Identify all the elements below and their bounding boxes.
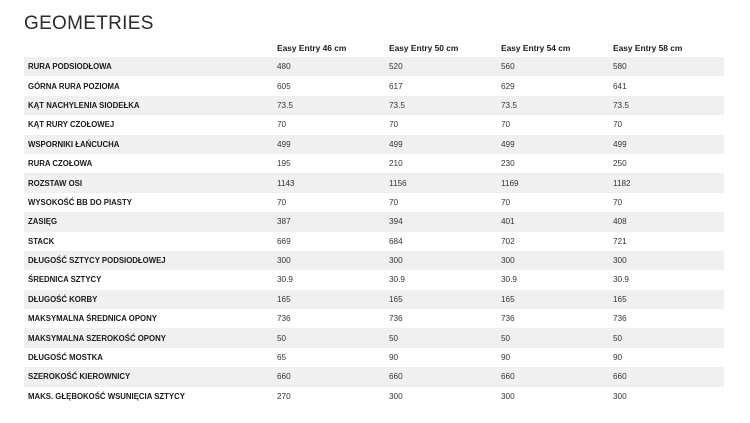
table-cell: 73.5 xyxy=(389,96,501,115)
table-row xyxy=(24,367,724,386)
row-label: GÓRNA RURA POZIOMA xyxy=(24,76,277,95)
row-label: WYSOKOŚĆ BB DO PIASTY xyxy=(24,193,277,212)
table-cell: 50 xyxy=(613,328,724,347)
table-row xyxy=(24,173,724,192)
table-cell: 1182 xyxy=(613,173,724,192)
column-header-size: Easy Entry 50 cm xyxy=(389,43,459,53)
column-header-label xyxy=(24,39,277,57)
table-cell: 30.9 xyxy=(501,270,613,289)
table-cell: 560 xyxy=(501,57,613,76)
table-row xyxy=(24,193,724,212)
table-cell: 165 xyxy=(277,290,389,309)
column-header-size: Easy Entry 46 cm xyxy=(277,43,347,53)
table-cell: 70 xyxy=(613,193,724,212)
table-cell: 736 xyxy=(501,309,613,328)
table-row xyxy=(24,115,724,134)
table-cell: 90 xyxy=(501,348,613,367)
table-row xyxy=(24,96,724,115)
table-cell: 70 xyxy=(277,115,389,134)
row-label: RURA PODSIODŁOWA xyxy=(24,57,277,76)
table-cell: 300 xyxy=(613,387,724,406)
table-cell: 73.5 xyxy=(613,96,724,115)
table-cell: 70 xyxy=(277,193,389,212)
table-cell: 629 xyxy=(501,76,613,95)
table-cell: 721 xyxy=(613,232,724,251)
row-label: WSPORNIKI ŁAŃCUCHA xyxy=(24,135,277,154)
table-row xyxy=(24,251,724,270)
table-cell: 641 xyxy=(613,76,724,95)
table-cell: 70 xyxy=(613,115,724,134)
table-cell: 73.5 xyxy=(501,96,613,115)
table-cell: 408 xyxy=(613,212,724,231)
table-cell: 660 xyxy=(501,367,613,386)
table-cell: 1169 xyxy=(501,173,613,192)
table-cell: 70 xyxy=(501,193,613,212)
table-cell: 736 xyxy=(389,309,501,328)
table-cell: 660 xyxy=(389,367,501,386)
table-cell: 165 xyxy=(501,290,613,309)
column-header-size: Easy Entry 58 cm xyxy=(613,43,683,53)
table-cell: 660 xyxy=(277,367,389,386)
row-label: ŚREDNICA SZTYCY xyxy=(24,270,277,289)
table-cell: 70 xyxy=(501,115,613,134)
table-cell: 230 xyxy=(501,154,613,173)
table-cell: 617 xyxy=(389,76,501,95)
table-cell: 300 xyxy=(501,387,613,406)
table-cell: 499 xyxy=(389,135,501,154)
table-cell: 300 xyxy=(277,251,389,270)
row-label: DŁUGOŚĆ KORBY xyxy=(24,290,277,309)
table-cell: 270 xyxy=(277,387,389,406)
row-label: RURA CZOŁOWA xyxy=(24,154,277,173)
table-body xyxy=(24,57,724,406)
table-row xyxy=(24,76,724,95)
table-cell: 684 xyxy=(389,232,501,251)
table-cell: 520 xyxy=(389,57,501,76)
table-cell: 165 xyxy=(389,290,501,309)
table-cell: 50 xyxy=(501,328,613,347)
row-label: SZEROKOŚĆ KIEROWNICY xyxy=(24,367,277,386)
table-cell: 195 xyxy=(277,154,389,173)
table-cell: 73.5 xyxy=(277,96,389,115)
table-row xyxy=(24,135,724,154)
table-row xyxy=(24,154,724,173)
table-cell: 210 xyxy=(389,154,501,173)
table-row xyxy=(24,57,724,76)
table-cell: 702 xyxy=(501,232,613,251)
table-row xyxy=(24,212,724,231)
table-cell: 300 xyxy=(613,251,724,270)
row-label: ROZSTAW OSI xyxy=(24,173,277,192)
table-cell: 499 xyxy=(613,135,724,154)
table-cell: 1156 xyxy=(389,173,501,192)
row-label: MAKSYMALNA ŚREDNICA OPONY xyxy=(24,309,277,328)
page-title: GEOMETRIES xyxy=(24,13,154,34)
table-row xyxy=(24,387,724,406)
table-cell: 50 xyxy=(389,328,501,347)
table-cell: 669 xyxy=(277,232,389,251)
table-cell: 499 xyxy=(277,135,389,154)
row-label: ZASIĘG xyxy=(24,212,277,231)
table-cell: 605 xyxy=(277,76,389,95)
table-row xyxy=(24,309,724,328)
row-label: STACK xyxy=(24,232,277,251)
table-cell: 736 xyxy=(613,309,724,328)
table-cell: 580 xyxy=(613,57,724,76)
table-row xyxy=(24,270,724,289)
table-cell: 1143 xyxy=(277,173,389,192)
row-label: KĄT NACHYLENIA SIODEŁKA xyxy=(24,96,277,115)
table-cell: 50 xyxy=(277,328,389,347)
table-cell: 387 xyxy=(277,212,389,231)
table-cell: 300 xyxy=(501,251,613,270)
table-cell: 300 xyxy=(389,387,501,406)
table-cell: 250 xyxy=(613,154,724,173)
row-label: DŁUGOŚĆ MOSTKA xyxy=(24,348,277,367)
table-cell: 30.9 xyxy=(389,270,501,289)
table-cell: 30.9 xyxy=(277,270,389,289)
geometry-table xyxy=(24,39,724,406)
row-label: DŁUGOŚĆ SZTYCY PODSIODŁOWEJ xyxy=(24,251,277,270)
row-label: MAKS. GŁĘBOKOŚĆ WSUNIĘCIA SZTYCY xyxy=(24,387,277,406)
table-cell: 394 xyxy=(389,212,501,231)
table-row xyxy=(24,328,724,347)
table-row xyxy=(24,290,724,309)
table-cell: 480 xyxy=(277,57,389,76)
table-cell: 401 xyxy=(501,212,613,231)
row-label: KĄT RURY CZOŁOWEJ xyxy=(24,115,277,134)
table-cell: 499 xyxy=(501,135,613,154)
table-cell: 70 xyxy=(389,193,501,212)
table-cell: 90 xyxy=(613,348,724,367)
table-cell: 70 xyxy=(389,115,501,134)
table-cell: 300 xyxy=(389,251,501,270)
table-cell: 30.9 xyxy=(613,270,724,289)
table-cell: 90 xyxy=(389,348,501,367)
table-cell: 736 xyxy=(277,309,389,328)
table-cell: 660 xyxy=(613,367,724,386)
column-header-size: Easy Entry 54 cm xyxy=(501,43,571,53)
table-row xyxy=(24,348,724,367)
table-cell: 65 xyxy=(277,348,389,367)
table-row xyxy=(24,232,724,251)
row-label: MAKSYMALNA SZEROKOŚĆ OPONY xyxy=(24,328,277,347)
table-cell: 165 xyxy=(613,290,724,309)
table-header-row xyxy=(24,39,724,57)
